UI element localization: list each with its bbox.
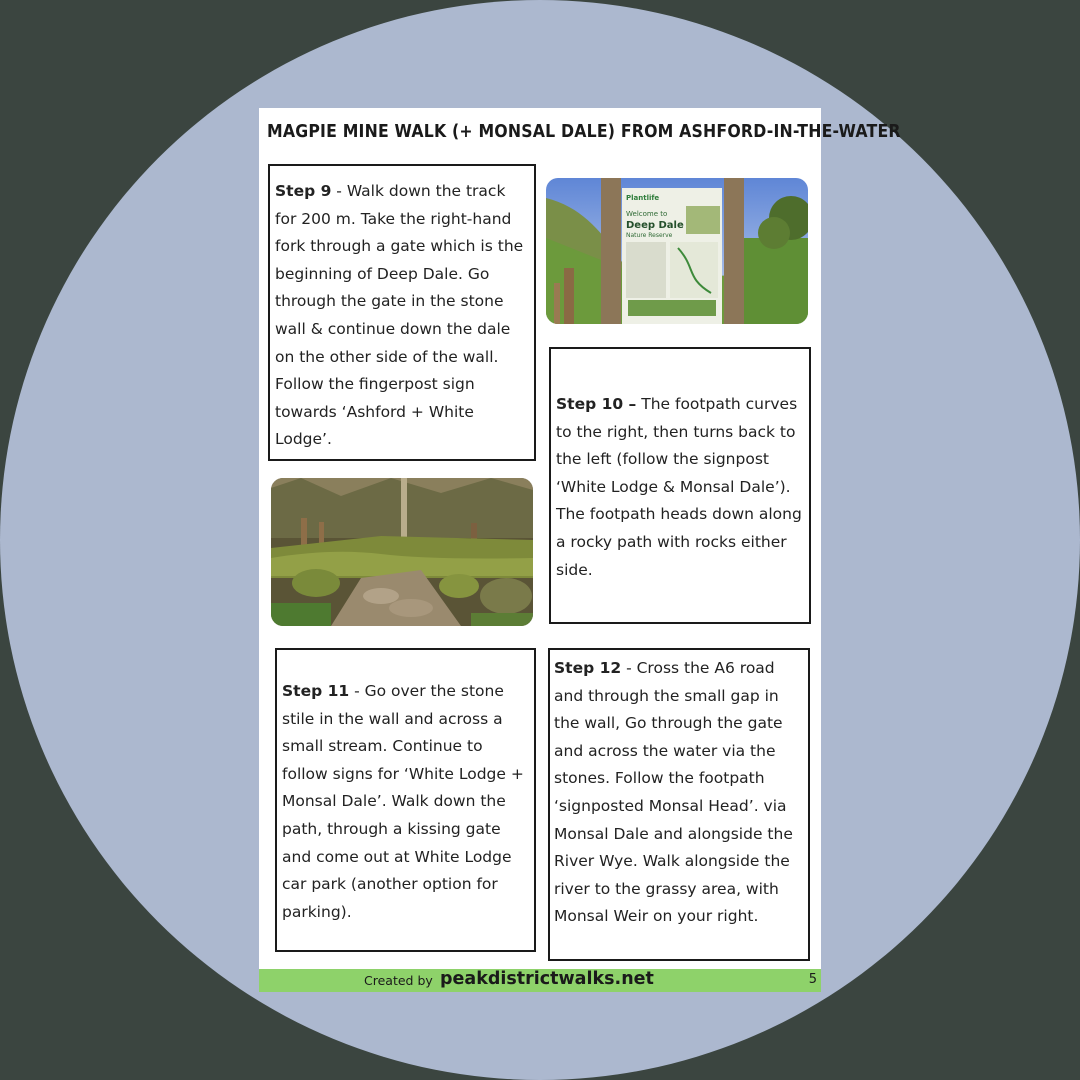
step-9-box xyxy=(268,164,536,461)
step-9-label: Step 9 xyxy=(275,182,332,200)
step-11-text: Go over the stone stile in the wall and across a small stream. Continue to follow signs for ‘White Lodge + Monsal Dale’. Walk down the path, through a kissing gate and come out at White Lodge car park (another option for parking). xyxy=(282,682,524,921)
step-11-separator: - xyxy=(349,682,365,700)
sign-subtitle: Nature Reserve xyxy=(626,232,673,239)
sign-welcome: Welcome to xyxy=(626,210,668,218)
step-12-box xyxy=(548,648,810,961)
step-10-label: Step 10 – xyxy=(556,395,637,413)
step-10-box xyxy=(549,347,811,624)
deep-dale-sign-photo xyxy=(546,178,808,324)
stone-stile-photo xyxy=(271,478,533,626)
step-12-label: Step 12 xyxy=(554,659,622,677)
page-number: 5 xyxy=(808,972,817,987)
step-9-separator: - xyxy=(331,182,347,200)
deep-dale-sign-illustration xyxy=(546,178,808,324)
created-by-label: Created by xyxy=(364,973,433,988)
sign-brand: Plantlife xyxy=(626,194,660,202)
page-title: MAGPIE MINE WALK (+ MONSAL DALE) FROM ASHFORD-IN-THE-WATER xyxy=(267,122,901,142)
step-11-label: Step 11 xyxy=(282,682,350,700)
step-12-text: Cross the A6 road and through the small gap in the wall, Go through the gate and across the water via the stones. Follow the footpath ‘signposted Monsal Head’. via Monsal Dale and alongside the River Wye. Walk alongside the river to the grassy area, with Monsal Weir on your right. xyxy=(554,659,793,926)
guide-page xyxy=(259,108,901,992)
step-10-text: The footpath curves to the right, then turns back to the left (follow the signpost ‘White Lodge & Monsal Dale’). The footpath heads down along a rocky path with rocks either side. xyxy=(556,395,802,579)
stone-stile-illustration xyxy=(271,478,533,626)
step-11-box xyxy=(275,648,536,952)
footer-bar xyxy=(259,969,821,992)
step-12-separator: - xyxy=(621,659,637,677)
site-link[interactable]: peakdistrictwalks.net xyxy=(440,969,654,989)
sign-name: Deep Dale xyxy=(626,220,684,231)
step-9-text: Walk down the track for 200 m. Take the right-hand fork through a gate which is the beginning of Deep Dale. Go through the gate in the stone wall & continue down the dale on the other side of the wall. Follow the fingerpost sign towards ‘Ashford + White Lodge’. xyxy=(275,182,524,449)
